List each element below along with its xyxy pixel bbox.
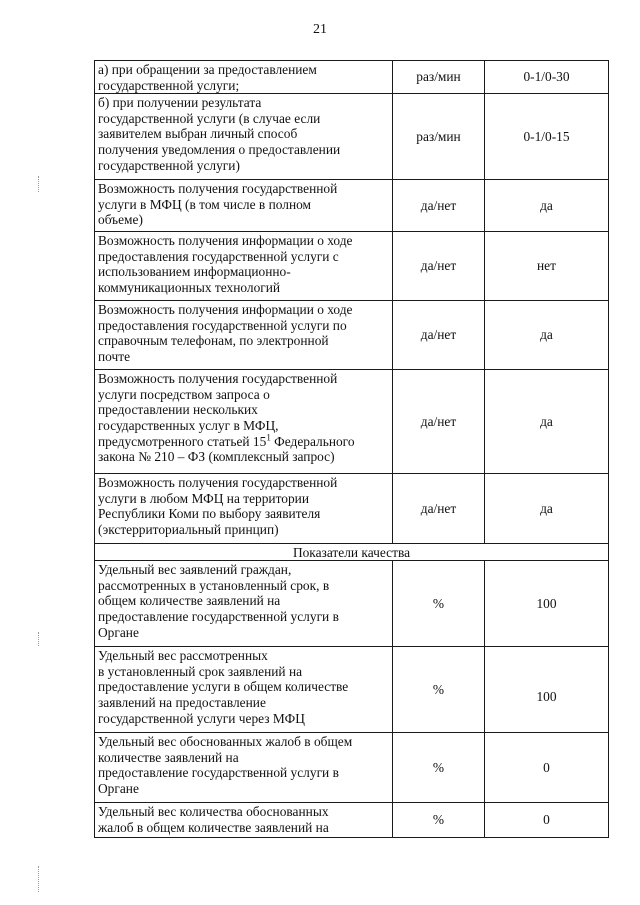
margin-mark [38,866,40,892]
margin-mark [38,632,40,646]
table-row [95,301,609,370]
description-line: Возможность получения информации о ходе [98,302,353,318]
description-line: объеме) [98,212,143,228]
description-line: государственной услуги) [98,157,240,173]
description-line: Возможность получения государственной [98,475,338,491]
description-line [98,434,389,450]
description-line: Органе [98,780,139,796]
description-line: предоставления государственной услуги с [98,248,339,264]
indicator-value: 0-1/0-15 [485,94,609,180]
description-line: б) при получении результата [98,95,262,111]
table-row [95,733,609,803]
law-reference-text: предусмотренного статьей 15 [98,433,267,449]
description-line: государственной услуги через МФЦ [98,710,305,726]
indicator-value: 0-1/0-30 [485,61,609,94]
description-line: жалоб в общем количестве заявлений на [98,819,329,835]
description-line: предоставление государственной услуги в [98,608,339,624]
indicator-unit: раз/мин [393,61,485,94]
page-number: 21 [313,22,327,37]
section-title: Показатели качества [95,544,609,561]
description-line: Возможность получения информации о ходе [98,233,353,249]
indicator-value: 100 [485,647,609,733]
indicator-unit: % [393,647,485,733]
indicator-description [95,474,393,544]
description-line: справочным телефонам, по электронной [98,333,329,349]
indicator-description [95,232,393,301]
table-row [95,94,609,180]
indicator-description [95,94,393,180]
table-row [95,647,609,733]
margin-mark [38,176,40,192]
indicator-value: 0 [485,803,609,838]
description-line: (экстерриториальный принцип) [98,521,279,537]
indicator-value: 100 [485,561,609,647]
table-row [95,803,609,838]
description-line: предоставлении нескольких [98,402,258,418]
description-line: Возможность получения государственной [98,371,338,387]
section-header-row [95,544,609,561]
indicator-unit: % [393,561,485,647]
description-line: почте [98,348,131,364]
indicator-description [95,733,393,803]
description-line: Республики Коми по выбору заявителя [98,506,321,522]
indicator-value: да [485,370,609,474]
indicator-description [95,61,393,94]
description-line: получения уведомления о предоставлении [98,141,341,157]
indicator-unit: раз/мин [393,94,485,180]
indicator-unit: да/нет [393,474,485,544]
table-row [95,232,609,301]
law-reference-text: Федерального [270,433,355,449]
indicator-description [95,803,393,838]
article-superscript: 1 [266,432,271,443]
indicators-table [94,60,609,838]
description-line: использованием информационно- [98,264,291,280]
description-line: а) при обращении за предоставлением [98,62,317,77]
description-line: Удельный вес рассмотренных [98,648,268,664]
description-line: коммуникационных технологий [98,279,281,295]
indicator-description [95,301,393,370]
description-line: Органе [98,624,139,640]
description-line: количестве заявлений на [98,749,239,765]
indicator-unit: % [393,803,485,838]
indicator-value: да [485,180,609,232]
description-line: предоставление услуги в общем количестве [98,679,349,695]
description-line: закона № 210 – ФЗ (комплексный запрос) [98,449,335,465]
description-line: государственной услуги; [98,77,240,93]
table-row [95,61,609,94]
description-line: услуги посредством запроса о [98,386,270,402]
indicator-description [95,561,393,647]
indicator-value: да [485,301,609,370]
description-line: Удельный вес количества обоснованных [98,804,329,820]
indicator-value: 0 [485,733,609,803]
description-line: в установленный срок заявлений на [98,663,303,679]
description-line: государственной услуги (в случае если [98,110,321,126]
indicator-unit: да/нет [393,180,485,232]
description-line: услуги в любом МФЦ на территории [98,490,309,506]
description-line: заявлений на предоставление [98,694,266,710]
indicator-unit: да/нет [393,301,485,370]
indicator-value: да [485,474,609,544]
indicator-description [95,647,393,733]
description-line: услуги в МФЦ (в том числе в полном [98,196,312,212]
description-line: государственных услуг в МФЦ, [98,417,279,433]
indicator-description [95,180,393,232]
table-row [95,180,609,232]
indicator-unit: % [393,733,485,803]
description-line: предоставления государственной услуги по [98,317,347,333]
indicator-unit: да/нет [393,370,485,474]
table-row [95,474,609,544]
indicator-description [95,370,393,474]
description-line: заявителем выбран личный способ [98,126,298,142]
description-line: Удельный вес заявлений граждан, [98,562,292,578]
indicator-unit: да/нет [393,232,485,301]
description-line: предоставление государственной услуги в [98,765,339,781]
table-row [95,370,609,474]
description-line: рассмотренных в установленный срок, в [98,577,330,593]
table-row [95,561,609,647]
indicator-value: нет [485,232,609,301]
description-line: общем количестве заявлений на [98,593,281,609]
description-line: Удельный вес обоснованных жалоб в общем [98,734,353,750]
description-line: Возможность получения государственной [98,181,338,197]
